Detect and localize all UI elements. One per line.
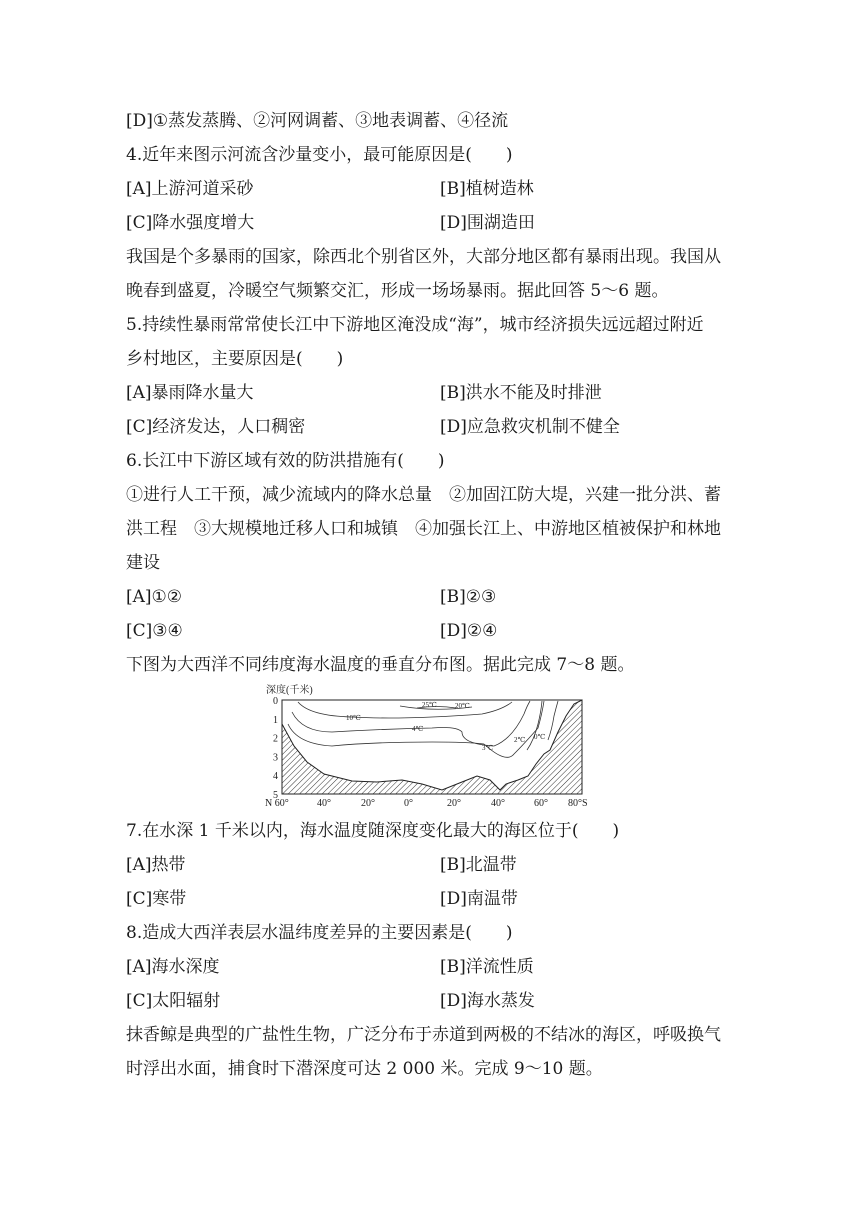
isotherm-10c bbox=[298, 702, 512, 718]
q4-option-b: [B]植树造林 bbox=[440, 179, 534, 199]
atlantic-temperature-chart bbox=[262, 684, 602, 809]
q6-option-c: [C]③④ bbox=[126, 621, 183, 641]
q8-option-d: [D]海水蒸发 bbox=[440, 991, 535, 1011]
y-axis-label: 深度(千米) bbox=[266, 685, 313, 696]
q3-option-d: [D]①蒸发蒸腾、②河网调蓄、③地表调蓄、④径流 bbox=[126, 111, 509, 131]
q7-option-c: [C]寒带 bbox=[126, 889, 187, 909]
isotherm-label: 10℃ bbox=[346, 714, 361, 722]
y-tick-label: 4 bbox=[273, 771, 278, 783]
q4-option-c: [C]降水强度增大 bbox=[126, 213, 255, 233]
isotherm-2c bbox=[527, 701, 542, 750]
q5-option-b: [B]洪水不能及时排泄 bbox=[440, 383, 602, 403]
q8-option-c: [C]太阳辐射 bbox=[126, 991, 221, 1011]
q7-stem: 7.在水深 1 千米以内，海水温度随深度变化最大的海区位于( ) bbox=[126, 821, 620, 841]
q6-option-b: [B]②③ bbox=[440, 587, 497, 607]
q6-items-line1: ①进行人工干预，减少流域内的降水总量 ②加固江防大堤，兴建一批分洪、蓄 bbox=[126, 485, 721, 505]
q4-option-d: [D]围湖造田 bbox=[440, 213, 535, 233]
q7-option-d: [D]南温带 bbox=[440, 889, 518, 909]
material-7-8: 下图为大西洋不同纬度海水温度的垂直分布图。据此完成 7～8 题。 bbox=[126, 655, 635, 675]
x-tick-label: 40° bbox=[491, 798, 505, 809]
x-tick-label: 80°S bbox=[568, 798, 588, 809]
material-9-10-line2: 时浮出水面，捕食时下潜深度可达 2 000 米。完成 9～10 题。 bbox=[126, 1059, 603, 1079]
y-tick-label: 5 bbox=[273, 790, 278, 801]
isotherm-3c bbox=[288, 724, 484, 746]
x-tick-label: 60° bbox=[534, 798, 548, 809]
y-tick-label: 2 bbox=[273, 733, 278, 745]
y-tick-label: 0 bbox=[273, 696, 278, 707]
q5-stem-line2: 乡村地区，主要原因是( ) bbox=[126, 349, 344, 369]
seafloor-terrain bbox=[282, 700, 582, 794]
x-axis-ticks bbox=[265, 798, 588, 809]
q5-option-a: [A]暴雨降水量大 bbox=[126, 383, 254, 403]
q6-stem: 6.长江中下游区域有效的防洪措施有( ) bbox=[126, 451, 445, 471]
y-axis-ticks bbox=[273, 696, 278, 801]
y-tick-label: 1 bbox=[273, 714, 278, 726]
material-9-10-line1: 抹香鲸是典型的广盐性生物，广泛分布于赤道到两极的不结冰的海区，呼吸换气 bbox=[126, 1025, 721, 1045]
q5-stem-line1: 5.持续性暴雨常常使长江中下游地区淹没成“海”，城市经济损失远远超过附近 bbox=[126, 315, 704, 335]
isotherm-labels bbox=[346, 701, 546, 752]
material-5-6-line1: 我国是个多暴雨的国家，除西北个别省区外，大部分地区都有暴雨出现。我国从 bbox=[126, 247, 721, 267]
x-tick-label: N 60° bbox=[265, 798, 289, 809]
isotherm-label: 4℃ bbox=[412, 725, 424, 733]
q5-option-c: [C]经济发达，人口稠密 bbox=[126, 417, 306, 437]
isotherm-label: 0℃ bbox=[534, 733, 546, 741]
q4-stem: 4.近年来图示河流含沙量变小，最可能原因是( ) bbox=[126, 145, 513, 165]
isotherm-label: 25℃ bbox=[422, 701, 437, 709]
isotherm-label: 2℃ bbox=[514, 736, 526, 744]
isotherm-label: 3℃ bbox=[482, 744, 494, 752]
x-tick-label: 0° bbox=[404, 798, 413, 809]
q7-option-a: [A]热带 bbox=[126, 855, 186, 875]
y-tick-label: 3 bbox=[273, 752, 278, 764]
x-tick-label: 20° bbox=[361, 798, 375, 809]
q8-option-b: [B]洋流性质 bbox=[440, 957, 534, 977]
material-5-6-line2: 晚春到盛夏，冷暖空气频繁交汇，形成一场场暴雨。据此回答 5～6 题。 bbox=[126, 281, 669, 301]
x-tick-label: 40° bbox=[317, 798, 331, 809]
x-tick-label: 20° bbox=[447, 798, 461, 809]
q6-items-line3: 建设 bbox=[126, 553, 160, 573]
q5-option-d: [D]应急救灾机制不健全 bbox=[440, 417, 620, 437]
q8-option-a: [A]海水深度 bbox=[126, 957, 220, 977]
q4-option-a: [A]上游河道采砂 bbox=[126, 179, 254, 199]
q8-stem: 8.造成大西洋表层水温纬度差异的主要因素是( ) bbox=[126, 923, 513, 943]
q6-option-a: [A]①② bbox=[126, 587, 183, 607]
q6-option-d: [D]②④ bbox=[440, 621, 498, 641]
q7-option-b: [B]北温带 bbox=[440, 855, 517, 875]
isotherm-label: 20℃ bbox=[455, 702, 470, 710]
q6-items-line2: 洪工程 ③大规模地迁移人口和城镇 ④加强长江上、中游地区植被保护和林地 bbox=[126, 519, 721, 539]
